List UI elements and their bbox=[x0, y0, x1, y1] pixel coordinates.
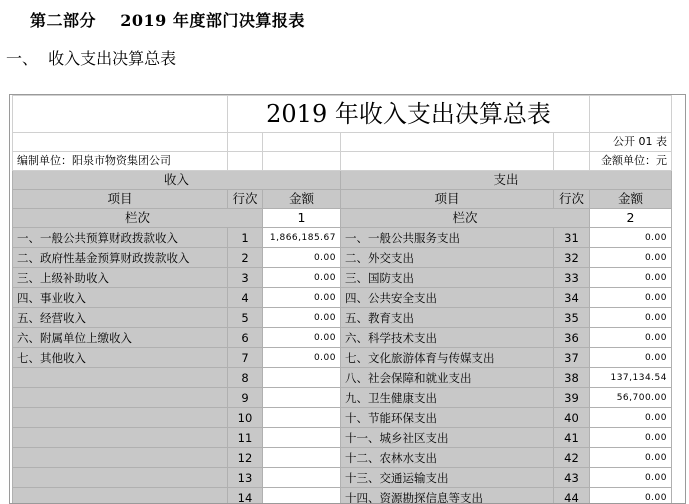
expense-item: 四、公共安全支出 bbox=[341, 288, 554, 308]
lanci-expense: 栏次 bbox=[341, 209, 590, 228]
money-unit: 金额单位：元 bbox=[590, 152, 672, 171]
income-amount: 0.00 bbox=[263, 248, 341, 268]
expense-line: 41 bbox=[554, 428, 590, 448]
table-row bbox=[13, 248, 672, 268]
blank-cell bbox=[341, 152, 554, 171]
income-item: 五、经营收入 bbox=[13, 308, 228, 328]
col-amount-expense: 金额 bbox=[590, 190, 672, 209]
expense-item: 一、一般公共服务支出 bbox=[341, 228, 554, 248]
income-line: 1 bbox=[228, 228, 263, 248]
expense-item: 十三、交通运输支出 bbox=[341, 468, 554, 488]
expense-item: 八、社会保障和就业支出 bbox=[341, 368, 554, 388]
expense-amount: 0.00 bbox=[590, 308, 672, 328]
table-row bbox=[13, 348, 672, 368]
expense-line: 33 bbox=[554, 268, 590, 288]
expense-line: 44 bbox=[554, 488, 590, 504]
income-amount bbox=[263, 468, 341, 488]
income-item: 六、附属单位上缴收入 bbox=[13, 328, 228, 348]
blank-cell bbox=[590, 96, 672, 133]
blank-cell bbox=[13, 133, 228, 152]
col-amount-income: 金额 bbox=[263, 190, 341, 209]
expense-line: 31 bbox=[554, 228, 590, 248]
expense-amount: 0.00 bbox=[590, 348, 672, 368]
table-row bbox=[13, 448, 672, 468]
expense-amount: 0.00 bbox=[590, 408, 672, 428]
income-line: 14 bbox=[228, 488, 263, 504]
form-number: 公开 01 表 bbox=[590, 133, 672, 152]
income-line: 5 bbox=[228, 308, 263, 328]
income-item bbox=[13, 448, 228, 468]
income-item: 三、上级补助收入 bbox=[13, 268, 228, 288]
blank-cell bbox=[341, 133, 554, 152]
table-row bbox=[13, 388, 672, 408]
blank-cell bbox=[263, 133, 341, 152]
table-row bbox=[13, 468, 672, 488]
income-amount bbox=[263, 428, 341, 448]
expense-amount: 0.00 bbox=[590, 328, 672, 348]
income-item bbox=[13, 468, 228, 488]
expense-item: 六、科学技术支出 bbox=[341, 328, 554, 348]
expense-item: 七、文化旅游体育与传媒支出 bbox=[341, 348, 554, 368]
table-row bbox=[13, 288, 672, 308]
blank-cell bbox=[13, 96, 228, 133]
income-line: 11 bbox=[228, 428, 263, 448]
income-line: 10 bbox=[228, 408, 263, 428]
lanci-income: 栏次 bbox=[13, 209, 263, 228]
income-line: 12 bbox=[228, 448, 263, 468]
expense-line: 35 bbox=[554, 308, 590, 328]
income-item: 一、一般公共预算财政拨款收入 bbox=[13, 228, 228, 248]
income-item bbox=[13, 388, 228, 408]
income-line: 9 bbox=[228, 388, 263, 408]
income-line: 4 bbox=[228, 288, 263, 308]
expense-item: 十二、农林水支出 bbox=[341, 448, 554, 468]
expense-item: 五、教育支出 bbox=[341, 308, 554, 328]
table-row bbox=[13, 428, 672, 448]
col-item-expense: 项目 bbox=[341, 190, 554, 209]
blank-cell bbox=[228, 133, 263, 152]
expense-amount: 0.00 bbox=[590, 268, 672, 288]
income-amount bbox=[263, 368, 341, 388]
expense-line: 42 bbox=[554, 448, 590, 468]
expense-line: 37 bbox=[554, 348, 590, 368]
income-item: 四、事业收入 bbox=[13, 288, 228, 308]
section-heading: 第二部分 2019 年度部门决算报表 bbox=[30, 8, 305, 31]
col-item-income: 项目 bbox=[13, 190, 228, 209]
table-row bbox=[13, 228, 672, 248]
table-row bbox=[13, 408, 672, 428]
spreadsheet bbox=[9, 94, 686, 504]
table-row bbox=[13, 308, 672, 328]
expense-amount: 137,134.54 bbox=[590, 368, 672, 388]
expense-item: 三、国防支出 bbox=[341, 268, 554, 288]
income-amount: 0.00 bbox=[263, 308, 341, 328]
col-line-income: 行次 bbox=[228, 190, 263, 209]
expense-amount: 0.00 bbox=[590, 288, 672, 308]
expense-amount: 0.00 bbox=[590, 248, 672, 268]
expense-line: 32 bbox=[554, 248, 590, 268]
income-amount bbox=[263, 408, 341, 428]
income-line: 3 bbox=[228, 268, 263, 288]
expense-header: 支出 bbox=[341, 171, 672, 190]
income-amount: 1,866,185.67 bbox=[263, 228, 341, 248]
table-row bbox=[13, 268, 672, 288]
income-header: 收入 bbox=[13, 171, 341, 190]
income-item: 二、政府性基金预算财政拨款收入 bbox=[13, 248, 228, 268]
expense-amount: 0.00 bbox=[590, 228, 672, 248]
income-line: 6 bbox=[228, 328, 263, 348]
expense-amount: 0.00 bbox=[590, 428, 672, 448]
blank-cell bbox=[554, 152, 590, 171]
lanci-expense-number: 2 bbox=[590, 209, 672, 228]
income-amount: 0.00 bbox=[263, 288, 341, 308]
income-amount bbox=[263, 388, 341, 408]
blank-cell bbox=[228, 152, 263, 171]
expense-amount: 0.00 bbox=[590, 468, 672, 488]
expense-line: 38 bbox=[554, 368, 590, 388]
table-row bbox=[13, 328, 672, 348]
income-line: 13 bbox=[228, 468, 263, 488]
expense-item: 十一、城乡社区支出 bbox=[341, 428, 554, 448]
reporting-unit: 编制单位：阳泉市物资集团公司 bbox=[13, 152, 228, 171]
expense-line: 34 bbox=[554, 288, 590, 308]
income-expense-table bbox=[12, 95, 672, 504]
blank-cell bbox=[263, 152, 341, 171]
expense-item: 九、卫生健康支出 bbox=[341, 388, 554, 408]
expense-line: 43 bbox=[554, 468, 590, 488]
col-line-expense: 行次 bbox=[554, 190, 590, 209]
expense-amount: 0.00 bbox=[590, 488, 672, 504]
income-amount bbox=[263, 448, 341, 468]
blank-cell bbox=[554, 133, 590, 152]
income-item: 七、其他收入 bbox=[13, 348, 228, 368]
income-line: 8 bbox=[228, 368, 263, 388]
section-subheading: 一、 收入支出决算总表 bbox=[6, 46, 176, 69]
income-line: 2 bbox=[228, 248, 263, 268]
expense-amount: 0.00 bbox=[590, 448, 672, 468]
expense-line: 39 bbox=[554, 388, 590, 408]
table-title: 2019 年收入支出决算总表 bbox=[228, 96, 590, 133]
expense-item: 十、节能环保支出 bbox=[341, 408, 554, 428]
expense-item: 十四、资源勘探信息等支出 bbox=[341, 488, 554, 504]
expense-line: 40 bbox=[554, 408, 590, 428]
income-item bbox=[13, 408, 228, 428]
income-amount: 0.00 bbox=[263, 328, 341, 348]
expense-line: 36 bbox=[554, 328, 590, 348]
income-item bbox=[13, 368, 228, 388]
income-item bbox=[13, 428, 228, 448]
lanci-income-number: 1 bbox=[263, 209, 341, 228]
income-amount: 0.00 bbox=[263, 348, 341, 368]
income-line: 7 bbox=[228, 348, 263, 368]
income-amount: 0.00 bbox=[263, 268, 341, 288]
expense-amount: 56,700.00 bbox=[590, 388, 672, 408]
table-row bbox=[13, 368, 672, 388]
expense-item: 二、外交支出 bbox=[341, 248, 554, 268]
